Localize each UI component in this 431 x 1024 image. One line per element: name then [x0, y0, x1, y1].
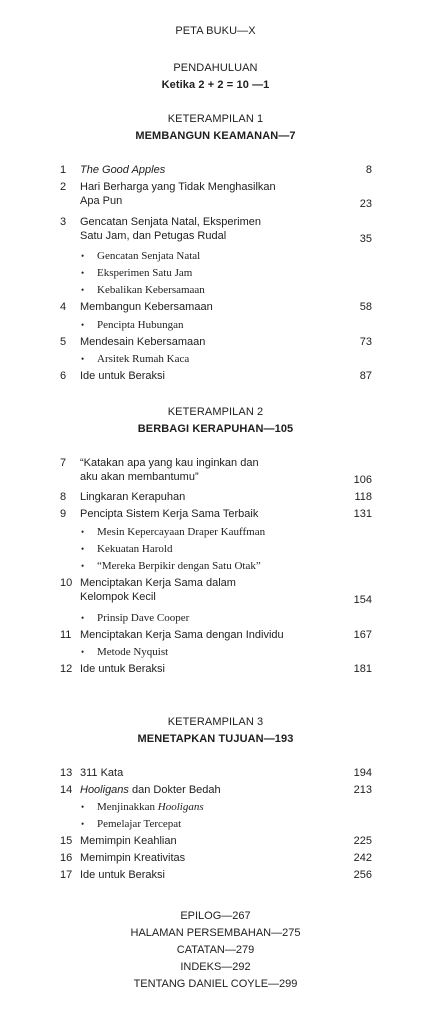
toc-entry-ch8[interactable] [60, 491, 372, 505]
bullet-icon: • [81, 251, 85, 262]
chapter-number: 17 [60, 869, 73, 881]
intro-title[interactable]: Ketika 2 + 2 = 10 —1 [161, 79, 270, 91]
page-number: 8 [365, 164, 372, 176]
endmatter-dedication[interactable]: HALAMAN PERSEMBAHAN—275 [130, 927, 301, 939]
chapter-number: 7 [60, 457, 67, 469]
skill3-label: KETERAMPILAN 3 [167, 716, 264, 728]
chapter-number: 3 [60, 216, 67, 228]
page-number: 242 [353, 852, 372, 864]
chapter-title: Lingkaran Kerapuhan [80, 491, 186, 503]
chapter-number: 8 [60, 491, 67, 503]
toc-entry-ch13[interactable] [60, 767, 372, 781]
toc-subentry[interactable]: • Pemelajar Tercepat [81, 818, 182, 830]
page-number: 225 [353, 835, 372, 847]
skill3-title[interactable]: MENETAPKAN TUJUAN—193 [137, 733, 294, 745]
endmatter-index[interactable]: INDEKS—292 [180, 961, 251, 973]
toc-subentry[interactable]: • Arsitek Rumah Kaca [81, 353, 190, 365]
toc-entry-ch15[interactable] [60, 835, 372, 849]
endmatter-notes[interactable]: CATATAN—279 [176, 944, 255, 956]
page-number: 23 [359, 198, 372, 210]
chapter-number: 10 [60, 577, 73, 589]
skill2-title[interactable]: BERBAGI KERAPUHAN—105 [137, 423, 294, 435]
chapter-title: Menciptakan Kerja Sama dalam Kelompok Kecil [80, 577, 236, 603]
page-number: 87 [359, 370, 372, 382]
page-number: 106 [353, 474, 372, 486]
chapter-title: “Katakan apa yang kau inginkan dan aku akan membantumu” [80, 457, 259, 483]
chapter-number: 6 [60, 370, 67, 382]
toc-subentry[interactable]: • Menjinakkan Hooligans [81, 801, 204, 813]
toc-entry-ch4[interactable] [60, 301, 372, 315]
book-map-heading: PETA BUKU—X [175, 25, 256, 37]
chapter-title: Hooligans dan Dokter Bedah [80, 784, 221, 796]
chapter-title: Ide untuk Beraksi [80, 869, 165, 881]
chapter-number: 12 [60, 663, 73, 675]
chapter-title: Hari Berharga yang Tidak Menghasilkan Apa Pun [80, 181, 276, 207]
chapter-title: Mendesain Kebersamaan [80, 336, 206, 348]
toc-entry-ch9[interactable] [60, 508, 372, 522]
bullet-icon: • [81, 561, 85, 572]
toc-entry-ch6[interactable] [60, 370, 372, 384]
toc-entry-ch16[interactable] [60, 852, 372, 866]
toc-subentry[interactable]: • Kebalikan Kebersamaan [81, 284, 205, 296]
toc-subentry[interactable]: • Metode Nyquist [81, 646, 169, 658]
chapter-title: The Good Apples [80, 164, 166, 176]
chapter-number: 5 [60, 336, 67, 348]
skill1-label: KETERAMPILAN 1 [167, 113, 264, 125]
bullet-icon: • [81, 354, 85, 365]
toc-subentry[interactable]: • Gencatan Senjata Natal [81, 250, 201, 262]
bullet-icon: • [81, 268, 85, 279]
chapter-title: Pencipta Sistem Kerja Sama Terbaik [80, 508, 259, 520]
bullet-icon: • [81, 527, 85, 538]
bullet-icon: • [81, 285, 85, 296]
toc-entry-ch2[interactable] [60, 181, 372, 212]
chapter-title: Ide untuk Beraksi [80, 370, 165, 382]
toc-subentry[interactable]: • Prinsip Dave Cooper [81, 612, 190, 624]
page-number: 58 [359, 301, 372, 313]
toc-entry-ch1[interactable] [60, 164, 372, 178]
chapter-number: 2 [60, 181, 67, 193]
bullet-icon: • [81, 613, 85, 624]
bullet-icon: • [81, 647, 85, 658]
chapter-number: 14 [60, 784, 73, 796]
chapter-title: Memimpin Kreativitas [80, 852, 186, 864]
skill1-title[interactable]: MEMBANGUN KEAMANAN—7 [135, 130, 296, 142]
chapter-title: Menciptakan Kerja Sama dengan Individu [80, 629, 284, 641]
page-number: 73 [359, 336, 372, 348]
endmatter-epilog[interactable]: EPILOG—267 [180, 910, 251, 922]
bullet-icon: • [81, 320, 85, 331]
toc-subentry[interactable]: • Eksperimen Satu Jam [81, 267, 193, 279]
chapter-number: 15 [60, 835, 73, 847]
toc-entry-ch17[interactable] [60, 869, 372, 883]
chapter-number: 16 [60, 852, 73, 864]
toc-entry-ch14[interactable] [60, 784, 372, 798]
chapter-number: 13 [60, 767, 73, 779]
chapter-title: Gencatan Senjata Natal, Eksperimen Satu Jam, dan Petugas Rudal [80, 216, 261, 242]
chapter-number: 4 [60, 301, 67, 313]
toc-subentry[interactable]: • Pencipta Hubungan [81, 319, 184, 331]
toc-subentry[interactable]: • “Mereka Berpikir dengan Satu Otak” [81, 560, 261, 572]
page-number: 167 [353, 629, 372, 641]
chapter-number: 11 [60, 629, 72, 641]
page-number: 131 [353, 508, 372, 520]
toc-entry-ch3[interactable] [60, 216, 372, 247]
chapter-title: 311 Kata [80, 767, 124, 779]
toc-entry-ch7[interactable] [60, 457, 372, 488]
page-number: 35 [359, 233, 372, 245]
page-number: 213 [353, 784, 372, 796]
toc-entry-ch10[interactable] [60, 577, 372, 608]
skill2-label: KETERAMPILAN 2 [167, 406, 264, 418]
chapter-title: Ide untuk Beraksi [80, 663, 165, 675]
toc-subentry[interactable]: • Mesin Kepercayaan Draper Kauffman [81, 526, 266, 538]
bullet-icon: • [81, 802, 85, 813]
page-number: 154 [353, 594, 372, 606]
endmatter-about-author[interactable]: TENTANG DANIEL COYLE—299 [133, 978, 298, 990]
intro-label: PENDAHULUAN [173, 62, 258, 74]
page-number: 118 [354, 491, 372, 503]
bullet-icon: • [81, 544, 85, 555]
toc-entry-ch5[interactable] [60, 336, 372, 350]
page-number: 256 [353, 869, 372, 881]
chapter-number: 9 [60, 508, 67, 520]
toc-entry-ch12[interactable] [60, 663, 372, 677]
page-number: 194 [353, 767, 372, 779]
page-number: 181 [353, 663, 372, 675]
toc-subentry[interactable]: • Kekuatan Harold [81, 543, 173, 555]
chapter-title: Membangun Kebersamaan [80, 301, 213, 313]
toc-entry-ch11[interactable] [60, 629, 372, 643]
chapter-title: Memimpin Keahlian [80, 835, 177, 847]
bullet-icon: • [81, 819, 85, 830]
chapter-number: 1 [60, 164, 67, 176]
